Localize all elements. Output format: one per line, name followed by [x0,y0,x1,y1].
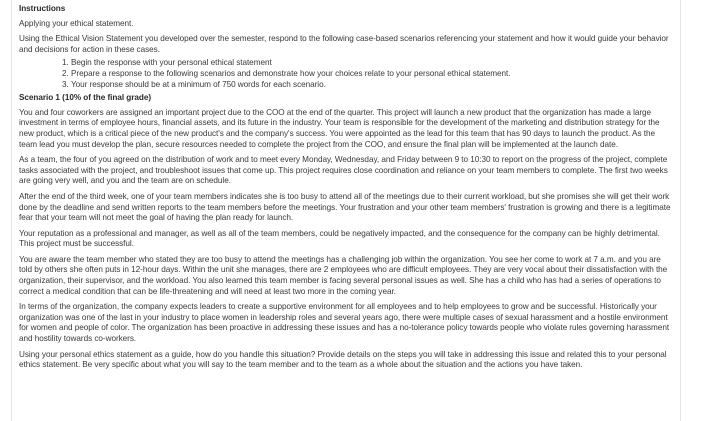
step-text: Prepare a response to the following scenarios and demonstrate how your choices relate to your personal ethical statement. [71,68,511,78]
instructions-intro: Applying your ethical statement. [19,18,134,28]
scenario-paragraph: Using your personal ethics statement as a guide, how do you handle this situation? Provide details on the steps you will take in addressing this issue and related this to your personal ethics statement. Be very specific about what you will say to the team member and to the team as a whole about the situation and the actions you have taken. [19,349,667,370]
scenario-paragraph: You are aware the team member who stated they are too busy to attend the meetings has a challenging job within the organization. You see her come to work at 7 a.m. and you are told by others she often puts in 12-hour days. Within the unit she manages, there are 2 employees who are difficult employees. They are very vocal about their dissatisfaction with the organization, their supervisor, and the workload. You also learned this team member is facing several personal issues as well. She has a child who has had a series of operations to correct a medical condition that can be life-threatening and will need at least two more in the coming year. [19,254,668,296]
instructions-steps [19,58,673,90]
instructions-title: Instructions [19,4,66,13]
step-item [19,69,673,80]
instructions-description: Using the Ethical Vision Statement you developed over the semester, respond to the following case-based scenarios referencing your statement and how it would guide your behavior and decisions for action in these cases. [19,34,669,54]
scenario-paragraph: In terms of the organization, the company expects leaders to create a supportive environment for all employees and to help employees to grow and be successful. Historically your organization was one of the last in your industry to place women in leadership roles and several years ago, there were multiple cases of sexual harassment and a hostile environment for women and people of color. The organization has been proactive in addressing these issues and has a no-tolerance policy towards people who violate rules governing harassment and hostility towards co-workers. [19,302,670,344]
step-number: 1. [62,58,69,68]
step-number: 2. [62,68,69,78]
scenario-heading: Scenario 1 (10% of the final grade) [19,93,152,103]
document-panel [11,0,681,421]
step-item [19,80,673,91]
document-content [19,4,673,371]
step-text: Begin the response with your personal ethical statement [71,58,272,68]
step-text: Your response should be at a minimum of 750 words for each scenario. [71,79,326,89]
scenario-paragraph: Your reputation as a professional and manager, as well as all of the team members, could be negatively impacted, and the consequence for the company can be highly detrimental. This project must be successful. [19,228,660,249]
step-number: 3. [62,79,69,89]
scenario-paragraph: After the end of the third week, one of your team members indicates she is too busy to attend all of the meetings due to their current workload, but she promises she will get their work done by the deadline and send written reports to the team members before the meetings. Your frustration and your other team members' frustration is growing and there is a legitimate fear that your team will not meet the goal of having the plan ready for launch. [19,191,671,223]
scenario-paragraph: You and four coworkers are assigned an important project due to the COO at the end of the quarter. This project will launch a new product that the organization has made a large investment in terms of employee hours, financial assets, and its future in the industry. Your team is responsible for the development of the marketing and distribution strategy for the new product, which is a critical piece of the new product's and the company's success. You were appointed as the lead for this team that has 90 days to launch the product. As the team lead you must develop the plan, secure resources needed to complete the project from the COO, and ensure the final plan will be implemented at the launch date. [19,107,660,149]
scenario-paragraph: As a team, the four of you agreed on the distribution of work and to meet every Monday, Wednesday, and Friday between 9 to 10:30 to report on the progress of the project, complete tasks associated with the project, and troubleshoot issues that come up. This project requires close coordination and reliance on your team members to complete. The first two weeks are going very well, and you and the team are on schedule. [19,155,668,186]
step-item [19,58,673,69]
